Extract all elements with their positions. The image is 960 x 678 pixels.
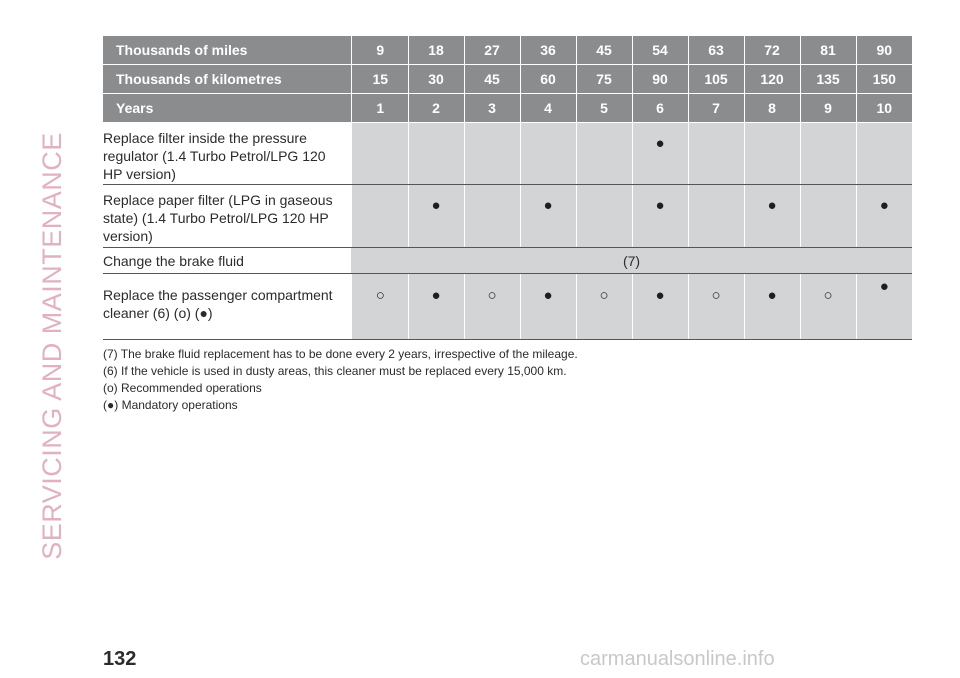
header-cell: 72 (744, 36, 800, 65)
header-label: Thousands of miles (103, 36, 351, 65)
header-cell: 120 (744, 65, 800, 94)
header-row-years (103, 94, 912, 123)
header-cell: 90 (632, 65, 688, 94)
watermark: carmanualsonline.info (580, 648, 775, 670)
header-cell: 105 (688, 65, 744, 94)
schedule-mark: ○ (800, 274, 856, 340)
schedule-mark: ○ (353, 274, 408, 340)
header-cell: 1 (353, 94, 408, 123)
footnotes (103, 346, 578, 414)
header-cell: 2 (408, 94, 464, 123)
table-row (103, 248, 912, 274)
header-cell: 90 (856, 36, 912, 65)
schedule-mark: ○ (688, 274, 744, 340)
maintenance-schedule-table (103, 36, 912, 340)
schedule-mark: ● (856, 185, 912, 248)
schedule-mark: ● (520, 274, 576, 340)
header-cell: 9 (353, 36, 408, 65)
header-cell: 8 (744, 94, 800, 123)
schedule-mark: ● (520, 185, 576, 248)
schedule-mark (800, 123, 856, 185)
header-cell: 30 (408, 65, 464, 94)
footnote: (6) If the vehicle is used in dusty areas, this cleaner must be replaced every 15,000 km. (103, 364, 567, 378)
schedule-mark (744, 123, 800, 185)
header-cell: 18 (408, 36, 464, 65)
header-cell: 45 (464, 65, 520, 94)
header-cell: 81 (800, 36, 856, 65)
schedule-mark (688, 185, 744, 248)
header-cell: 10 (856, 94, 912, 123)
operation-label: Replace the passenger compartment cleaner (6) (o) (●) (103, 274, 351, 340)
operation-label: Replace filter inside the pressure regulator (1.4 Turbo Petrol/LPG 120 HP version) (103, 123, 351, 185)
header-cell: 6 (632, 94, 688, 123)
header-row-kilometres (103, 65, 912, 94)
schedule-mark: ● (744, 274, 800, 340)
table-row (103, 185, 912, 248)
table-row (103, 123, 912, 185)
header-cell: 4 (520, 94, 576, 123)
schedule-mark: ● (856, 274, 912, 340)
schedule-mark: ● (744, 185, 800, 248)
schedule-mark (353, 185, 408, 248)
header-cell: 60 (520, 65, 576, 94)
header-row-miles (103, 36, 912, 65)
schedule-mark: ● (632, 185, 688, 248)
schedule-mark (688, 123, 744, 185)
schedule-mark: ○ (464, 274, 520, 340)
header-cell: 7 (688, 94, 744, 123)
schedule-mark: ● (408, 185, 464, 248)
header-cell: 5 (576, 94, 632, 123)
schedule-mark (464, 123, 520, 185)
footnote: (7) The brake fluid replacement has to be done every 2 years, irrespective of the mileage. (103, 347, 578, 361)
header-cell: 75 (576, 65, 632, 94)
schedule-mark: ● (408, 274, 464, 340)
schedule-mark: ○ (576, 274, 632, 340)
schedule-mark (856, 123, 912, 185)
header-label: Years (103, 94, 351, 123)
schedule-mark: ● (632, 274, 688, 340)
header-cell: 135 (800, 65, 856, 94)
header-cell: 54 (632, 36, 688, 65)
schedule-mark (800, 185, 856, 248)
schedule-mark (576, 185, 632, 248)
header-label: Thousands of kilometres (103, 65, 351, 94)
operation-label: Change the brake fluid (103, 248, 351, 274)
schedule-mark (464, 185, 520, 248)
header-cell: 9 (800, 94, 856, 123)
section-title: SERVICING AND MAINTENANCE (37, 132, 67, 560)
schedule-mark (576, 123, 632, 185)
header-cell: 45 (576, 36, 632, 65)
header-cell: 27 (464, 36, 520, 65)
header-cell: 63 (688, 36, 744, 65)
schedule-mark (408, 123, 464, 185)
operation-label: Replace paper filter (LPG in gaseous state) (1.4 Turbo Petrol/LPG 120 HP version) (103, 185, 351, 248)
schedule-mark (520, 123, 576, 185)
header-cell: 15 (353, 65, 408, 94)
page-number: 132 (103, 648, 137, 670)
schedule-mark (353, 123, 408, 185)
header-cell: 3 (464, 94, 520, 123)
footnote: (●) Mandatory operations (103, 398, 238, 412)
schedule-mark: ● (632, 123, 688, 185)
footnote: (o) Recommended operations (103, 381, 262, 395)
table-row (103, 274, 912, 340)
span-note-ref: (7) (351, 248, 912, 274)
header-cell: 150 (856, 65, 912, 94)
header-cell: 36 (520, 36, 576, 65)
